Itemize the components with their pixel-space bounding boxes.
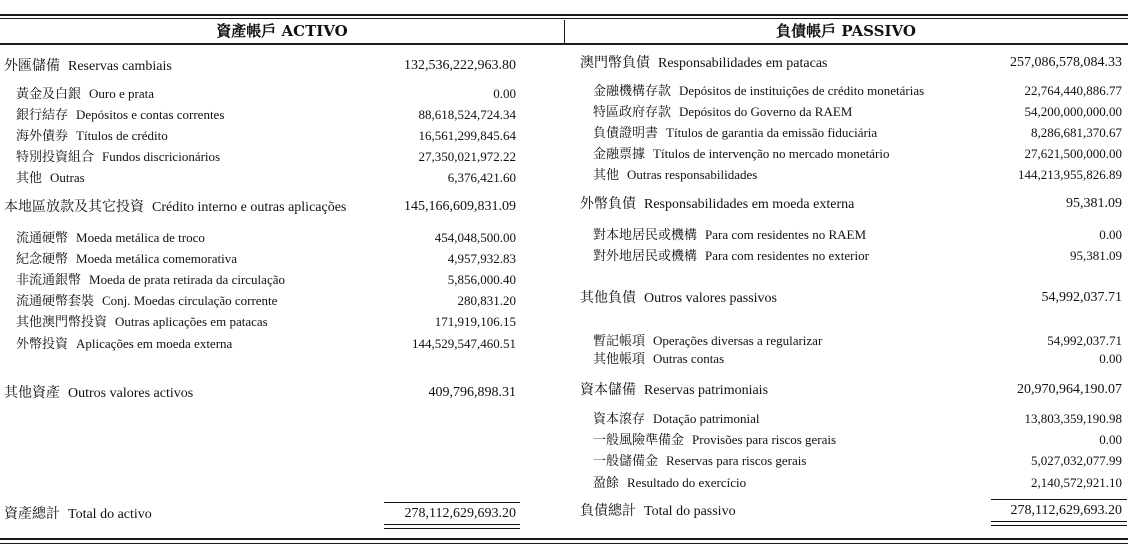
row-label-pt: Operações diversas a regularizar: [653, 333, 823, 348]
top-rule-inner: [0, 18, 1128, 19]
passivo-patacas-item: [0, 82, 1122, 100]
row-value: 13,803,359,190.98: [1024, 411, 1122, 426]
row-label-zh: 外幣負債: [580, 196, 636, 212]
row-label-zh: 流通硬幣套裝: [16, 294, 95, 309]
row-value: 280,831.20: [457, 293, 516, 308]
passivo-header-pt: PASSIVO: [841, 22, 916, 40]
row-label-pt: Outros valores activos: [68, 386, 194, 401]
row-value: 0.00: [493, 86, 516, 101]
row-label-zh: 暫記帳項: [593, 334, 646, 349]
activo-header-zh: 資產帳戶: [216, 22, 277, 40]
row-value: 0.00: [1099, 351, 1122, 366]
row-label-zh: 本地區放款及其它投資: [4, 199, 144, 215]
row-label-zh: 其他帳項: [593, 352, 646, 367]
row-label-pt: Outras: [50, 170, 85, 185]
row-label-zh: 負債證明書: [593, 126, 659, 141]
row-value: 88,618,524,724.34: [418, 107, 516, 122]
row-label-pt: Provisões para riscos gerais: [692, 432, 837, 447]
passivo-outros-row: [0, 289, 1122, 307]
passivo-patacas-row: [0, 54, 1122, 72]
row-value: 27,350,021,972.22: [418, 149, 516, 164]
row-label-pt: Ouro e prata: [89, 86, 154, 101]
row-value: 6,376,421.60: [447, 170, 516, 185]
row-label-zh: 外幣投資: [16, 337, 69, 352]
row-value: 16,561,299,845.64: [418, 128, 516, 143]
passivo-reservas-item: [0, 431, 1122, 449]
row-label-zh: 一般風險準備金: [593, 433, 685, 448]
top-rule: [0, 14, 1128, 16]
row-value: 454,048,500.00: [434, 230, 516, 245]
row-label-zh: 其他負債: [580, 290, 636, 306]
row-label-zh: 澳門幣負債: [580, 55, 650, 71]
row-value: 20,970,964,190.07: [1017, 382, 1122, 397]
row-label-zh: 對外地居民或機構: [593, 249, 698, 264]
row-label-pt: Moeda metálica de troco: [76, 230, 205, 245]
row-value: 5,027,032,077.99: [1031, 453, 1122, 468]
row-label-pt: Outras aplicações em patacas: [115, 314, 268, 329]
row-label-pt: Outros valores passivos: [644, 291, 777, 306]
row-value: 171,919,106.15: [434, 314, 516, 329]
row-value: 54,992,037.71: [1041, 290, 1122, 305]
passivo-patacas-item: [0, 103, 1122, 121]
passivo-reservas-item: [0, 410, 1122, 428]
row-value: 4,957,932.83: [447, 251, 516, 266]
passivo-patacas-item: [0, 124, 1122, 142]
row-label-pt: Outras contas: [653, 351, 725, 366]
passivo-patacas-item: [0, 166, 1122, 184]
row-label-pt: Para com residentes no RAEM: [705, 227, 867, 242]
passivo-header: [564, 20, 1128, 42]
row-value: 409,796,898.31: [428, 385, 516, 400]
row-label-zh: 其他澳門幣投資: [16, 315, 108, 330]
header-rule: [0, 43, 1128, 45]
passivo-outros-item: [0, 332, 1122, 350]
row-value: 257,086,578,084.33: [1010, 55, 1122, 70]
passivo-total-row: [0, 502, 1122, 520]
row-value: 144,529,547,460.51: [412, 336, 516, 351]
row-label-pt: Dotação patrimonial: [653, 411, 760, 426]
passivo-header-zh: 負債帳戶: [776, 22, 837, 40]
row-label-pt: Títulos de intervenção no mercado monetário: [653, 146, 890, 161]
bottom-rule-inner: [0, 543, 1128, 544]
row-value: 132,536,222,963.80: [404, 58, 516, 73]
row-value: 95,381.09: [1070, 248, 1122, 263]
row-value: 54,992,037.71: [1047, 333, 1122, 348]
row-value: 0.00: [1099, 432, 1122, 447]
passivo-externa-row: [0, 195, 1122, 213]
row-label-pt: Total do passivo: [644, 504, 736, 519]
activo-header: [0, 20, 564, 42]
row-label-zh: 非流通銀幣: [16, 273, 82, 288]
row-label-zh: 金融票據: [593, 147, 646, 162]
passivo-reservas-item: [0, 474, 1122, 492]
row-label-zh: 其他資產: [4, 385, 60, 401]
passivo-externa-item: [0, 247, 1122, 265]
row-label-pt: Depósitos e contas correntes: [76, 107, 225, 122]
row-label-pt: Fundos discricionários: [102, 149, 221, 164]
row-label-zh: 其他: [593, 168, 620, 183]
row-value: 27,621,500,000.00: [1024, 146, 1122, 161]
passivo-externa-item: [0, 226, 1122, 244]
row-label-pt: Depósitos do Governo da RAEM: [679, 104, 853, 119]
row-label-zh: 特區政府存款: [593, 105, 672, 120]
row-label-pt: Total do activo: [68, 507, 152, 522]
row-label-pt: Para com residentes no exterior: [705, 248, 869, 263]
row-value: 145,166,609,831.09: [404, 199, 516, 214]
row-value: 144,213,955,826.89: [1018, 167, 1122, 182]
row-value: 95,381.09: [1066, 196, 1122, 211]
row-label-zh: 對本地居民或機構: [593, 228, 698, 243]
row-value: 54,200,000,000.00: [1024, 104, 1122, 119]
row-label-zh: 資本儲備: [580, 382, 636, 398]
row-value: 2,140,572,921.10: [1031, 475, 1122, 490]
row-value: 22,764,440,886.77: [1024, 83, 1122, 98]
passivo-outros-item: [0, 350, 1122, 368]
activo-total-double-rule: [384, 524, 520, 529]
row-label-pt: Títulos de garantia da emissão fiduciária: [666, 125, 878, 140]
row-label-zh: 一般儲備金: [593, 454, 659, 469]
row-label-zh: 黃金及白銀: [16, 87, 82, 102]
passivo-reservas-row: [0, 381, 1122, 399]
bottom-rule: [0, 538, 1128, 540]
row-label-pt: Responsabilidades em patacas: [658, 56, 828, 71]
row-label-pt: Moeda metálica comemorativa: [76, 251, 237, 266]
row-value: 8,286,681,370.67: [1031, 125, 1122, 140]
row-label-zh: 資本滾存: [593, 412, 646, 427]
row-label-zh: 銀行結存: [16, 108, 69, 123]
row-label-zh: 其他: [16, 171, 43, 186]
row-label-pt: Moeda de prata retirada da circulação: [89, 272, 285, 287]
row-label-zh: 特別投資組合: [16, 150, 95, 165]
passivo-total-double-rule: [991, 521, 1127, 526]
row-value: 0.00: [1099, 227, 1122, 242]
row-label-pt: Resultado do exercício: [627, 475, 747, 490]
activo-credito-item: [0, 271, 516, 289]
row-label-zh: 外匯儲備: [4, 58, 60, 74]
row-label-pt: Crédito interno e outras aplicações: [152, 200, 347, 215]
passivo-patacas-item: [0, 145, 1122, 163]
passivo-total-rule: [991, 499, 1127, 500]
row-label-zh: 負債總計: [580, 503, 636, 519]
row-label-pt: Conj. Moedas circulação corrente: [102, 293, 278, 308]
row-label-zh: 金融機構存款: [593, 84, 672, 99]
row-label-pt: Reservas para riscos gerais: [666, 453, 807, 468]
row-value: 278,112,629,693.20: [1010, 503, 1122, 518]
row-value: 278,112,629,693.20: [404, 506, 516, 521]
passivo-reservas-item: [0, 452, 1122, 470]
activo-credito-item: [0, 313, 516, 331]
row-label-zh: 流通硬幣: [16, 231, 69, 246]
row-label-zh: 海外債券: [16, 129, 69, 144]
row-label-pt: Depósitos de instituições de crédito monetárias: [679, 83, 925, 98]
row-label-pt: Reservas patrimoniais: [644, 383, 769, 398]
row-value: 5,856,000.40: [447, 272, 516, 287]
row-label-pt: Outras responsabilidades: [627, 167, 758, 182]
row-label-pt: Responsabilidades em moeda externa: [644, 197, 855, 212]
activo-header-pt: ACTIVO: [281, 22, 348, 40]
row-label-pt: Títulos de crédito: [76, 128, 168, 143]
row-label-pt: Aplicações em moeda externa: [76, 336, 233, 351]
row-label-zh: 紀念硬幣: [16, 252, 69, 267]
row-label-zh: 盈餘: [593, 476, 620, 491]
row-label-zh: 資產總計: [4, 506, 60, 522]
row-label-pt: Reservas cambiais: [68, 59, 172, 74]
